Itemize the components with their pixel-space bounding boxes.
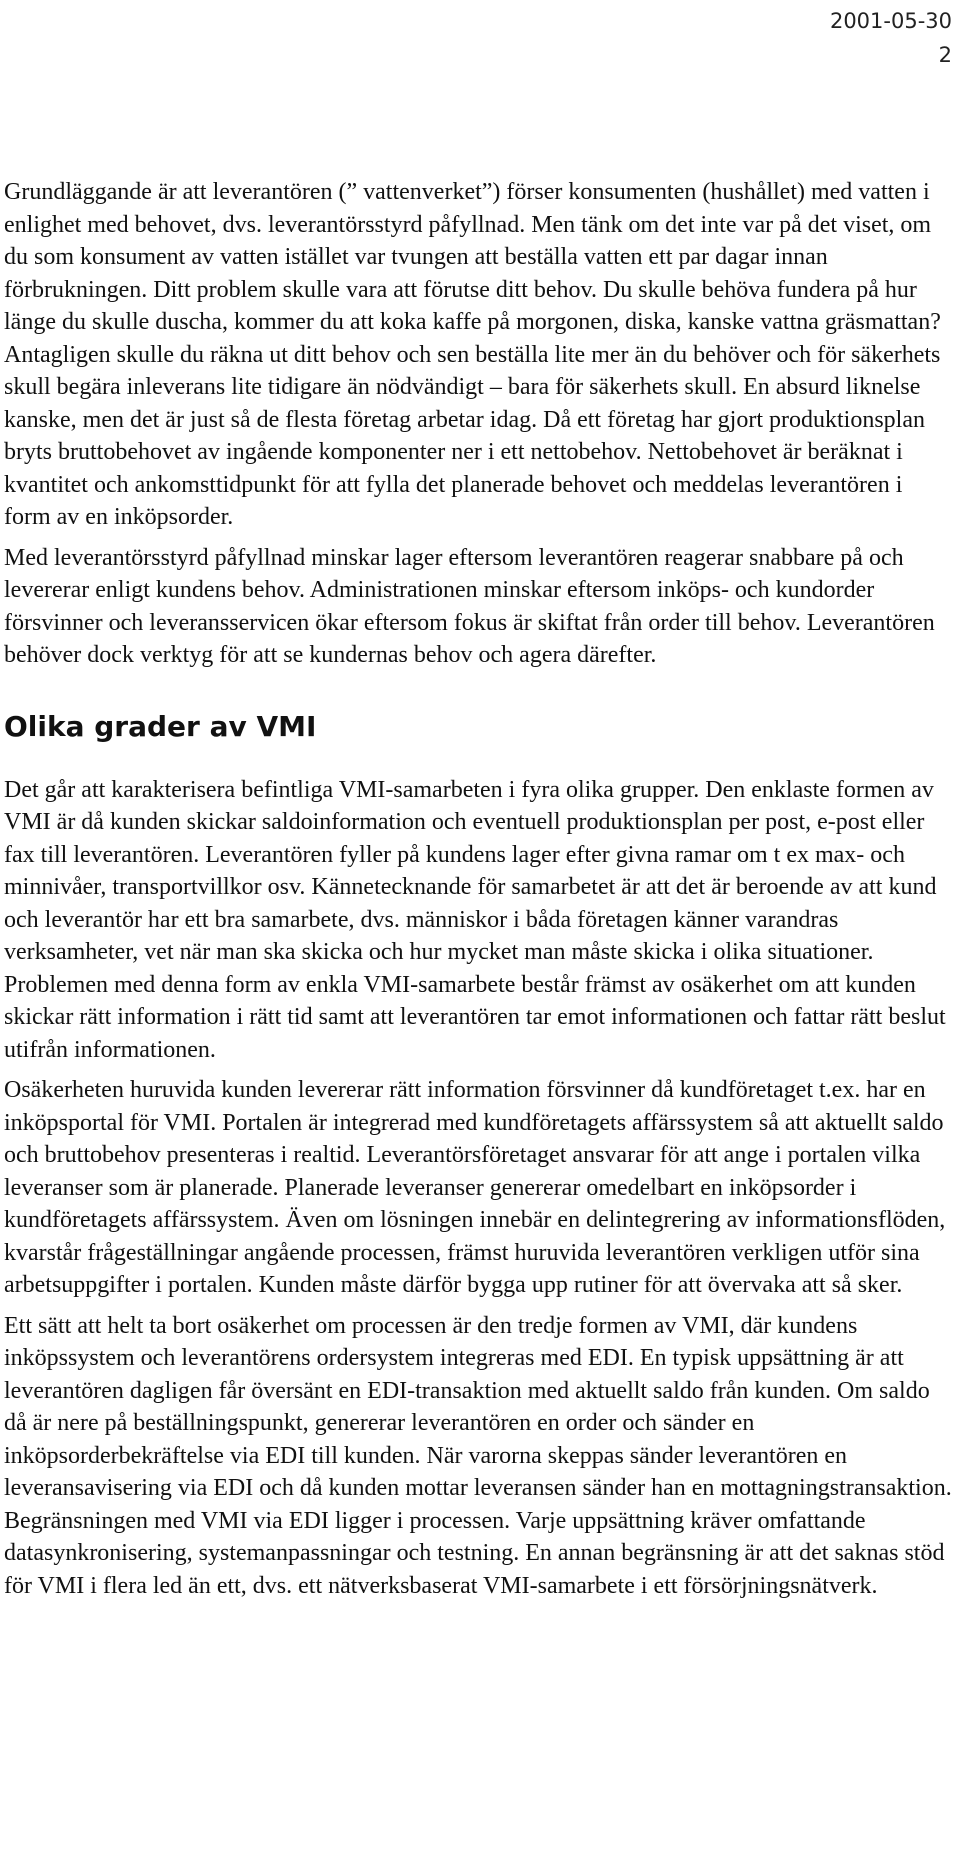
section-heading: Olika grader av VMI (4, 709, 317, 743)
paragraph-intro: Grundläggande är att leverantören (” vattenverket”) förser konsumenten (hushållet) med vatten i enlighet med behovet, dvs. leverantörsstyrd påfyllnad. Men tänk om det inte var på det viset, om du som konsument av vatten istället var tvungen att beställa vatten ett par dagar innan förbrukningen. Ditt problem skulle vara att förutse ditt behov. Du skulle behöva fundera på hur länge du skulle duscha, kommer du att koka kaffe på morgonen, diska, kanske vattna gräsmattan? Antagligen skulle du räkna ut ditt behov och sen beställa lite mer än du behöver och för säkerhets skull begära inleverans lite tidigare än nödvändigt – bara för säkerhets skull. En absurd liknelse kanske, men det är just så de flesta företag arbetar idag. Då ett företag har gjort produktionsplan bryts bruttobehovet av ingående komponenter ner i ett nettobehov. Nettobehovet är beräknat i kvantitet och ankomsttidpunkt för att fylla det planerade behovet och meddelas leverantören i form av en inköpsorder. (4, 179, 941, 530)
paragraph-vmi-groups: Det går att karakterisera befintliga VMI-samarbeten i fyra olika grupper. Den enklaste formen av VMI är då kunden skickar saldoinformation och eventuell produktionsplan per post, e-post eller fax till leverantören. Leverantören fyller på kundens lager efter givna ramar om t ex max- och minnivåer, transportvillkor osv. Kännetecknande för samarbetet är att det är beroende av att kund och leverantör har ett bra samarbete, dvs. människor i båda företagen känner varandras verksamheter, vet när man ska skicka och hur mycket man måste skicka i olika situationer. Problemen med denna form av enkla VMI-samarbete består främst av osäkerhet om att kunden skickar rätt information i rätt tid samt att leverantören tar emot informationen och fattar rätt beslut utifrån informationen. (4, 776, 946, 1063)
page-number: 2 (938, 43, 952, 67)
paragraph-benefits: Med leverantörsstyrd påfyllnad minskar lager eftersom leverantören reagerar snabbare på och levererar enligt kundens behov. Administrationen minskar eftersom inköps- och kundorder försvinner och leveransservicen ökar eftersom fokus är skiftat från order till behov. Leverantören behöver dock verktyg för att se kundernas behov och agera därefter. (4, 544, 935, 668)
paragraph-portal: Osäkerheten huruvida kunden levererar rätt information försvinner då kundföretaget t.ex. har en inköpsportal för VMI. Portalen är integrerad med kundföretagets affärssystem så att aktuellt saldo och bruttobehov presenteras i realtid. Leverantörsföretaget ansvarar för att ange i portalen vilka leveranser som är planerade. Planerade leveranser genererar omedelbart en inköpsorder i kundföretagets affärssystem. Även om lösningen innebär en delintegrering av informationsflöden, kvarstår frågeställningar angående processen, främst huruvida leverantören verkligen utför sina arbetsuppgifter i portalen. Kunden måste därför bygga upp rutiner för att övervaka att så sker. (4, 1077, 946, 1298)
page-header (830, 4, 952, 72)
paragraph-edi: Ett sätt att helt ta bort osäkerhet om processen är den tredje formen av VMI, där kundens inköpssystem och leverantörens ordersystem integreras med EDI. En typisk uppsättning är att leverantören dagligen får översänt en EDI-transaktion med aktuellt saldo från kunden. Om saldo då är nere på beställningspunkt, genererar leverantören en order och sänder en inköpsorderbekräftelse via EDI till kunden. När varorna skeppas sänder leverantören en leveransavisering via EDI och då kunden mottar leveransen sänder han en mottagningstransaktion. Begränsningen med VMI via EDI ligger i processen. Varje uppsättning kräver omfattande datasynkronisering, systemanpassningar och testning. En annan begränsning är att det saknas stöd för VMI i flera led än ett, dvs. ett nätverksbaserat VMI-samarbete i ett försörjningsnätverk. (4, 1312, 952, 1599)
header-date: 2001-05-30 (829, 9, 952, 33)
document-body (4, 176, 954, 1610)
